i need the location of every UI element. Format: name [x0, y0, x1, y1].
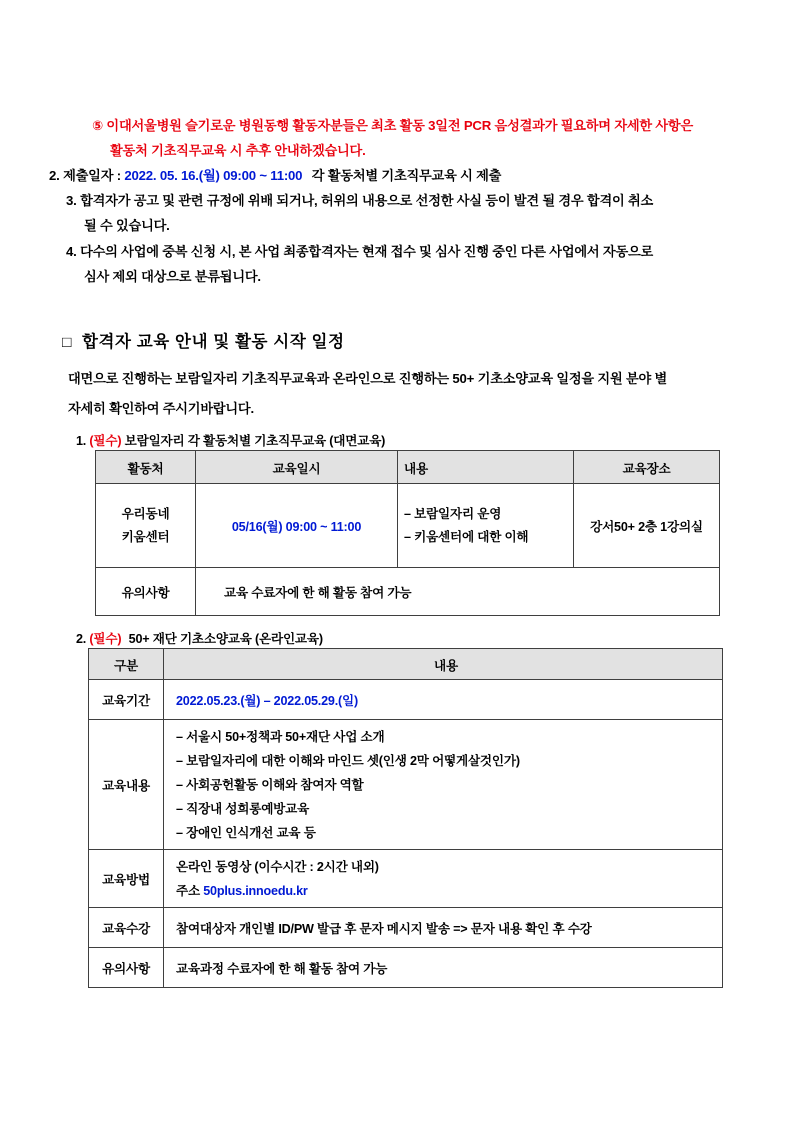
section-intro-line-2: 자세히 확인하여 주시기바랍니다.	[68, 401, 254, 416]
table-onsite-header-site: 활동처	[96, 451, 196, 484]
table-onsite-cell-datetime: 05/16(월) 09:00 ~ 11:00	[196, 484, 398, 568]
table-onsite-note-text: 교육 수료자에 한 해 활동 참여 가능	[196, 568, 720, 616]
table-online-header-kind: 구분	[89, 649, 164, 680]
table-online-label-content: 교육내용	[89, 720, 164, 850]
table-online-required-badge: (필수)	[89, 632, 122, 646]
table-online-label-enroll: 교육수강	[89, 908, 164, 948]
table-row	[89, 908, 723, 948]
table-online-header-body: 내용	[164, 649, 723, 680]
table-online-caption-text: 50+ 재단 기초소양교육 (온라인교육)	[128, 632, 323, 646]
notice-item-5	[0, 113, 793, 163]
table-row	[89, 720, 723, 850]
table-onsite-caption-number: 1.	[76, 434, 87, 448]
table-onsite-site-line-2: 키움센터	[121, 529, 170, 544]
notice-5-line-1: ⑤ 이대서울병원 슬기로운 병원동행 활동자분들은 최초 활동 3일전 PCR 음성결과가 필요하며 자세한 사항은	[92, 118, 694, 133]
table-online-label-method: 교육방법	[89, 850, 164, 908]
notice-item-2	[0, 163, 793, 188]
table-online-method-line-2	[176, 879, 716, 903]
table-onsite-header-what: 내용	[398, 451, 574, 484]
table-onsite-caption	[76, 430, 385, 449]
table-row	[96, 484, 720, 568]
section-heading-text: 합격자 교육 안내 및 활동 시작 일정	[81, 333, 345, 351]
notice-2-number: 2.	[49, 168, 60, 183]
notice-3-line-2: 될 수 있습니다.	[84, 218, 170, 233]
table-online-value-period: 2022.05.23.(월) – 2022.05.29.(일)	[164, 680, 723, 720]
table-online-bullet-2: – 보람일자리에 대한 이해와 마인드 셋(인생 2막 어떻게살것인가)	[176, 753, 520, 768]
table-onsite-caption-text: 보람일자리 각 활동처별 기초직무교육 (대면교육)	[124, 434, 386, 448]
table-onsite-header-when: 교육일시	[196, 451, 398, 484]
notice-4-number: 4.	[66, 244, 77, 259]
empty-square-icon: □	[62, 334, 72, 351]
table-onsite-cell-site	[96, 484, 196, 568]
table-online-caption-number: 2.	[76, 632, 87, 646]
notice-3-line-1	[0, 188, 793, 213]
table-onsite-header-row	[96, 451, 720, 484]
table-onsite-site-line-1: 우리동네	[121, 506, 170, 521]
table-row	[89, 850, 723, 908]
table-row	[96, 568, 720, 616]
notice-item-4	[0, 239, 793, 289]
section-intro-line-1: 대면으로 진행하는 보람일자리 기초직무교육과 온라인으로 진행하는 50+ 기초소양교육 일정을 지원 분야 별	[68, 371, 668, 386]
table-onsite-header-where: 교육장소	[574, 451, 720, 484]
table-online-method-line-1: 온라인 동영상 (이수시간 : 2시간 내외)	[176, 859, 379, 874]
table-onsite	[95, 450, 720, 616]
table-online-method-address-label: 주소	[176, 883, 200, 898]
table-online-value-note: 교육과정 수료자에 한 해 활동 참여 가능	[164, 948, 723, 988]
table-online-bullet-1: – 서울시 50+정책과 50+재단 사업 소개	[176, 729, 385, 744]
table-online-header-row	[89, 649, 723, 680]
notice-5-line-2: 활동처 기초직무교육 시 추후 안내하겠습니다.	[110, 143, 366, 158]
table-online-bullet-3: – 사회공헌활동 이해와 참여자 역할	[176, 777, 364, 792]
table-onsite-content-line-1: – 보람일자리 운영	[404, 506, 502, 521]
table-online-value-method	[164, 850, 723, 908]
notice-2-date: 2022. 05. 16.(월) 09:00 ~ 11:00	[124, 168, 303, 183]
notice-2-line	[0, 163, 793, 188]
notice-2-label: 제출일자 :	[63, 168, 121, 183]
table-online-label-note: 유의사항	[89, 948, 164, 988]
table-online-bullet-5: – 장애인 인식개선 교육 등	[176, 825, 316, 840]
table-online-value-enroll: 참여대상자 개인별 ID/PW 발급 후 문자 메시지 발송 => 문자 내용 확인 후 수강	[164, 908, 723, 948]
table-onsite-content-line-2: – 키움센터에 대한 이해	[404, 529, 529, 544]
notice-2-tail: 각 활동처별 기초직무교육 시 제출	[311, 168, 502, 183]
section-heading	[62, 328, 345, 352]
notice-4-line-2: 심사 제외 대상으로 분류됩니다.	[84, 269, 261, 284]
table-online-caption	[76, 628, 323, 647]
section-intro	[68, 364, 768, 424]
table-onsite-cell-content	[398, 484, 574, 568]
education-site-link[interactable]: 50plus.innoedu.kr	[203, 883, 308, 898]
table-online-label-period: 교육기간	[89, 680, 164, 720]
table-onsite-required-badge: (필수)	[89, 434, 122, 448]
table-online-value-content	[164, 720, 723, 850]
notice-4-text-1: 다수의 사업에 중복 신청 시, 본 사업 최종합격자는 현재 접수 및 심사 진행 중인 다른 사업에서 자동으로	[80, 244, 654, 259]
notice-4-line-1	[0, 239, 793, 264]
notice-3-text-1: 합격자가 공고 및 관련 규정에 위배 되거나, 허위의 내용으로 선정한 사실 등이 발견 될 경우 합격이 취소	[80, 193, 654, 208]
table-onsite-note-label: 유의사항	[96, 568, 196, 616]
table-onsite-cell-place: 강서50+ 2층 1강의실	[574, 484, 720, 568]
table-row	[89, 680, 723, 720]
table-row	[89, 948, 723, 988]
notice-item-3	[0, 188, 793, 238]
notice-3-number: 3.	[66, 193, 77, 208]
table-online-bullet-4: – 직장내 성희롱예방교육	[176, 801, 310, 816]
table-online	[88, 648, 723, 988]
